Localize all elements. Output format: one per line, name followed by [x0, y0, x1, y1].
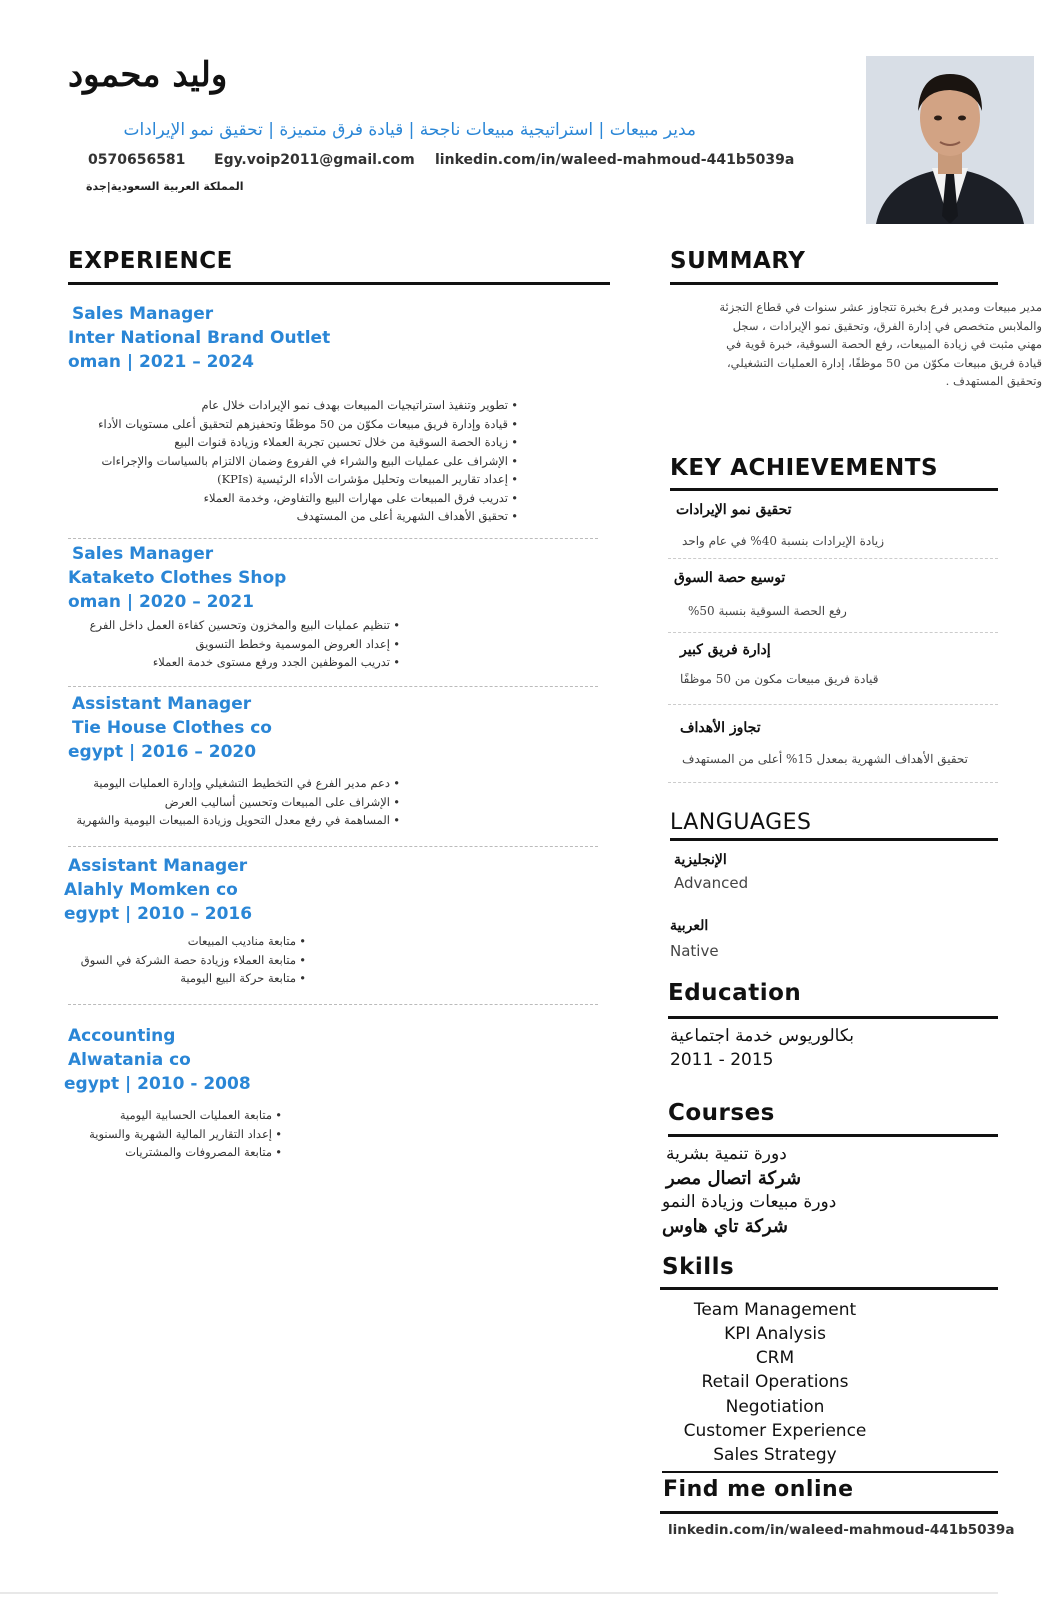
- divider: [668, 704, 998, 705]
- phone-number[interactable]: 0570656581: [88, 152, 186, 168]
- achievement-desc: قيادة فريق مبيعات مكون من 50 موظفًا: [680, 672, 879, 686]
- list-item: زيادة الحصة السوقية من خلال تحسين تجربة العملاء وزيادة قنوات البيع •: [98, 433, 518, 452]
- language-name: الإنجليزية: [674, 852, 727, 868]
- divider: [668, 558, 998, 559]
- divider: [668, 632, 998, 633]
- job-company: Alwatania co: [68, 1050, 191, 1070]
- email-link[interactable]: Egy.voip2011@gmail.com: [214, 152, 415, 168]
- candidate-name: وليد محمود: [68, 55, 228, 95]
- achievement-title: توسيع حصة السوق: [674, 570, 786, 586]
- job-title: Assistant Manager: [68, 856, 248, 876]
- job-dates: egypt | 2010 – 2016: [64, 904, 253, 924]
- list-item: إعداد التقارير المالية الشهرية والسنوية •: [89, 1125, 282, 1144]
- experience-heading: EXPERIENCE: [68, 248, 233, 274]
- job-company: Tie House Clothes co: [72, 718, 272, 738]
- list-item: إعداد العروض الموسمية وخطط التسويق •: [90, 635, 400, 654]
- achievement-desc: تحقيق الأهداف الشهرية بمعدل 15% أعلى من المستهدف: [682, 752, 969, 766]
- course-org: شركة تاي هاوس: [662, 1216, 788, 1237]
- course-org: شركة اتصال مصر: [666, 1168, 802, 1189]
- summary-line: والملابس متخصص في إدارة الفرق، وتحقيق نمو الإيرادات ، سجل: [732, 318, 1042, 333]
- list-item: متابعة العملاء وزيادة حصة الشركة في السوق •: [81, 951, 306, 970]
- achievement-desc: زيادة الإيرادات بنسبة 40% في عام واحد: [682, 534, 885, 548]
- list-item: متابعة حركة البيع اليومية •: [81, 969, 306, 988]
- experience-rule: [68, 282, 610, 285]
- skill-item: CRM: [755, 1348, 795, 1368]
- list-item: إعداد تقارير المبيعات وتحليل مؤشرات الأداء الرئيسية (KPIs) •: [98, 470, 518, 489]
- list-item: تنظيم عمليات البيع والمخزون وتحسين كفاءة العمل داخل الفرع •: [90, 616, 400, 635]
- skill-item: Customer Experience: [683, 1421, 867, 1441]
- job-title: Assistant Manager: [72, 694, 252, 714]
- achievements-heading: KEY ACHIEVEMENTS: [670, 455, 939, 481]
- skill-item: Sales Strategy: [713, 1445, 837, 1465]
- job-dates: oman | 2020 – 2021: [68, 592, 254, 612]
- language-level: Advanced: [674, 874, 749, 892]
- achievement-desc: رفع الحصة السوقية بنسبة 50%: [688, 604, 847, 618]
- course-name: دورة تنمية بشرية: [666, 1144, 787, 1164]
- linkedin-link[interactable]: linkedin.com/in/waleed-mahmoud-441b5039a: [435, 152, 795, 168]
- headline-tagline: مدير مبيعات | استراتيجية مبيعات ناجحة | قيادة فرق متميزة | تحقيق نمو الإيرادات: [123, 120, 696, 140]
- courses-heading: Courses: [668, 1100, 775, 1126]
- list-item: دعم مدير الفرع في التخطيط التشغيلي وإدارة العمليات اليومية •: [76, 774, 400, 793]
- list-item: تحقيق الأهداف الشهرية أعلى من المستهدف •: [98, 507, 518, 526]
- skills-heading: Skills: [662, 1254, 735, 1280]
- courses-rule: [668, 1134, 998, 1137]
- summary-line: قيادة فريق مبيعات مكوّن من 50 موظفًا، إدارة العمليات التشغيلي،: [726, 355, 1042, 370]
- job-company: Inter National Brand Outlet: [68, 328, 331, 348]
- list-item: متابعة العمليات الحسابية اليومية •: [89, 1106, 282, 1125]
- list-item: متابعة المصروفات والمشتريات •: [89, 1143, 282, 1162]
- page-bottom-edge: [0, 1592, 998, 1594]
- languages-heading: LANGUAGES: [670, 810, 812, 835]
- list-item: تدريب الموظفين الجدد ورفع مستوى خدمة العملاء •: [90, 653, 400, 672]
- location: المملكة العربية السعودية|جدة: [86, 180, 244, 193]
- skill-item: Negotiation: [725, 1397, 825, 1417]
- summary-line: وتحقيق المستهدف .: [945, 374, 1042, 388]
- skills-bottom-rule: [662, 1471, 998, 1473]
- job-dates: egypt | 2016 – 2020: [68, 742, 257, 762]
- online-heading: Find me online: [663, 1477, 854, 1502]
- list-item: المساهمة في رفع معدل التحويل وزيادة المبيعات اليومية والشهرية •: [76, 811, 400, 830]
- achievement-title: تحقيق نمو الإيرادات: [676, 502, 792, 518]
- profile-photo: [866, 56, 1034, 224]
- job-title: Sales Manager: [72, 304, 214, 324]
- summary-heading: SUMMARY: [670, 248, 806, 274]
- online-linkedin-link[interactable]: linkedin.com/in/waleed-mahmoud-441b5039a: [668, 1522, 1015, 1538]
- list-item: تطوير وتنفيذ استراتيجيات المبيعات بهدف نمو الإيرادات خلال عام •: [98, 396, 518, 415]
- job-bullets: [98, 396, 518, 526]
- course-name: دورة مبيعات وزيادة النمو: [662, 1192, 837, 1212]
- job-dates: oman | 2021 – 2024: [68, 352, 254, 372]
- divider: [68, 846, 598, 847]
- job-bullets: [90, 616, 400, 672]
- skill-item: KPI Analysis: [724, 1324, 826, 1344]
- languages-rule: [670, 838, 998, 841]
- list-item: الإشراف على المبيعات وتحسين أساليب العرض •: [76, 793, 400, 812]
- job-bullets: [76, 774, 400, 830]
- divider: [68, 1004, 598, 1005]
- list-item: تدريب فرق المبيعات على مهارات البيع والتفاوض، وخدمة العملاء •: [98, 489, 518, 508]
- list-item: متابعة مناديب المبيعات •: [81, 932, 306, 951]
- summary-rule: [670, 282, 998, 285]
- job-bullets: [81, 932, 306, 988]
- divider: [68, 686, 598, 687]
- job-bullets: [89, 1106, 282, 1162]
- education-rule: [668, 1016, 998, 1019]
- summary-line: مدير مبيعات ومدير فرع بخبرة تتجاوز عشر سنوات في قطاع التجزئة: [719, 300, 1042, 314]
- job-title: Sales Manager: [72, 544, 214, 564]
- achievements-rule: [670, 488, 998, 491]
- education-heading: Education: [668, 980, 802, 1006]
- language-name: العربية: [670, 918, 709, 934]
- education-years: 2011 - 2015: [670, 1050, 774, 1070]
- skill-item: Retail Operations: [701, 1372, 849, 1392]
- skills-rule: [660, 1287, 998, 1290]
- list-item: قيادة وإدارة فريق مبيعات مكوّن من 50 موظفًا وتحفيزهم لتحقيق أعلى مستويات الأداء •: [98, 415, 518, 434]
- job-title: Accounting: [68, 1026, 176, 1046]
- job-company: Kataketo Clothes Shop: [68, 568, 287, 588]
- skill-item: Team Management: [693, 1300, 857, 1320]
- summary-text: [662, 298, 1042, 391]
- divider: [68, 538, 598, 539]
- summary-line: مهني مثبت في زيادة المبيعات، رفع الحصة السوقية، خبرة قوية في: [726, 337, 1042, 351]
- education-degree: بكالوريوس خدمة اجتماعية: [670, 1026, 854, 1046]
- job-company: Alahly Momken co: [64, 880, 238, 900]
- online-rule: [660, 1511, 998, 1514]
- achievement-title: تجاوز الأهداف: [680, 720, 761, 736]
- job-dates: egypt | 2010 - 2008: [64, 1074, 251, 1094]
- language-level: Native: [670, 942, 719, 960]
- list-item: الإشراف على عمليات البيع والشراء في الفروع وضمان الالتزام بالسياسات والإجراءات •: [98, 452, 518, 471]
- achievement-title: إدارة فريق كبير: [680, 642, 771, 658]
- divider: [668, 782, 998, 783]
